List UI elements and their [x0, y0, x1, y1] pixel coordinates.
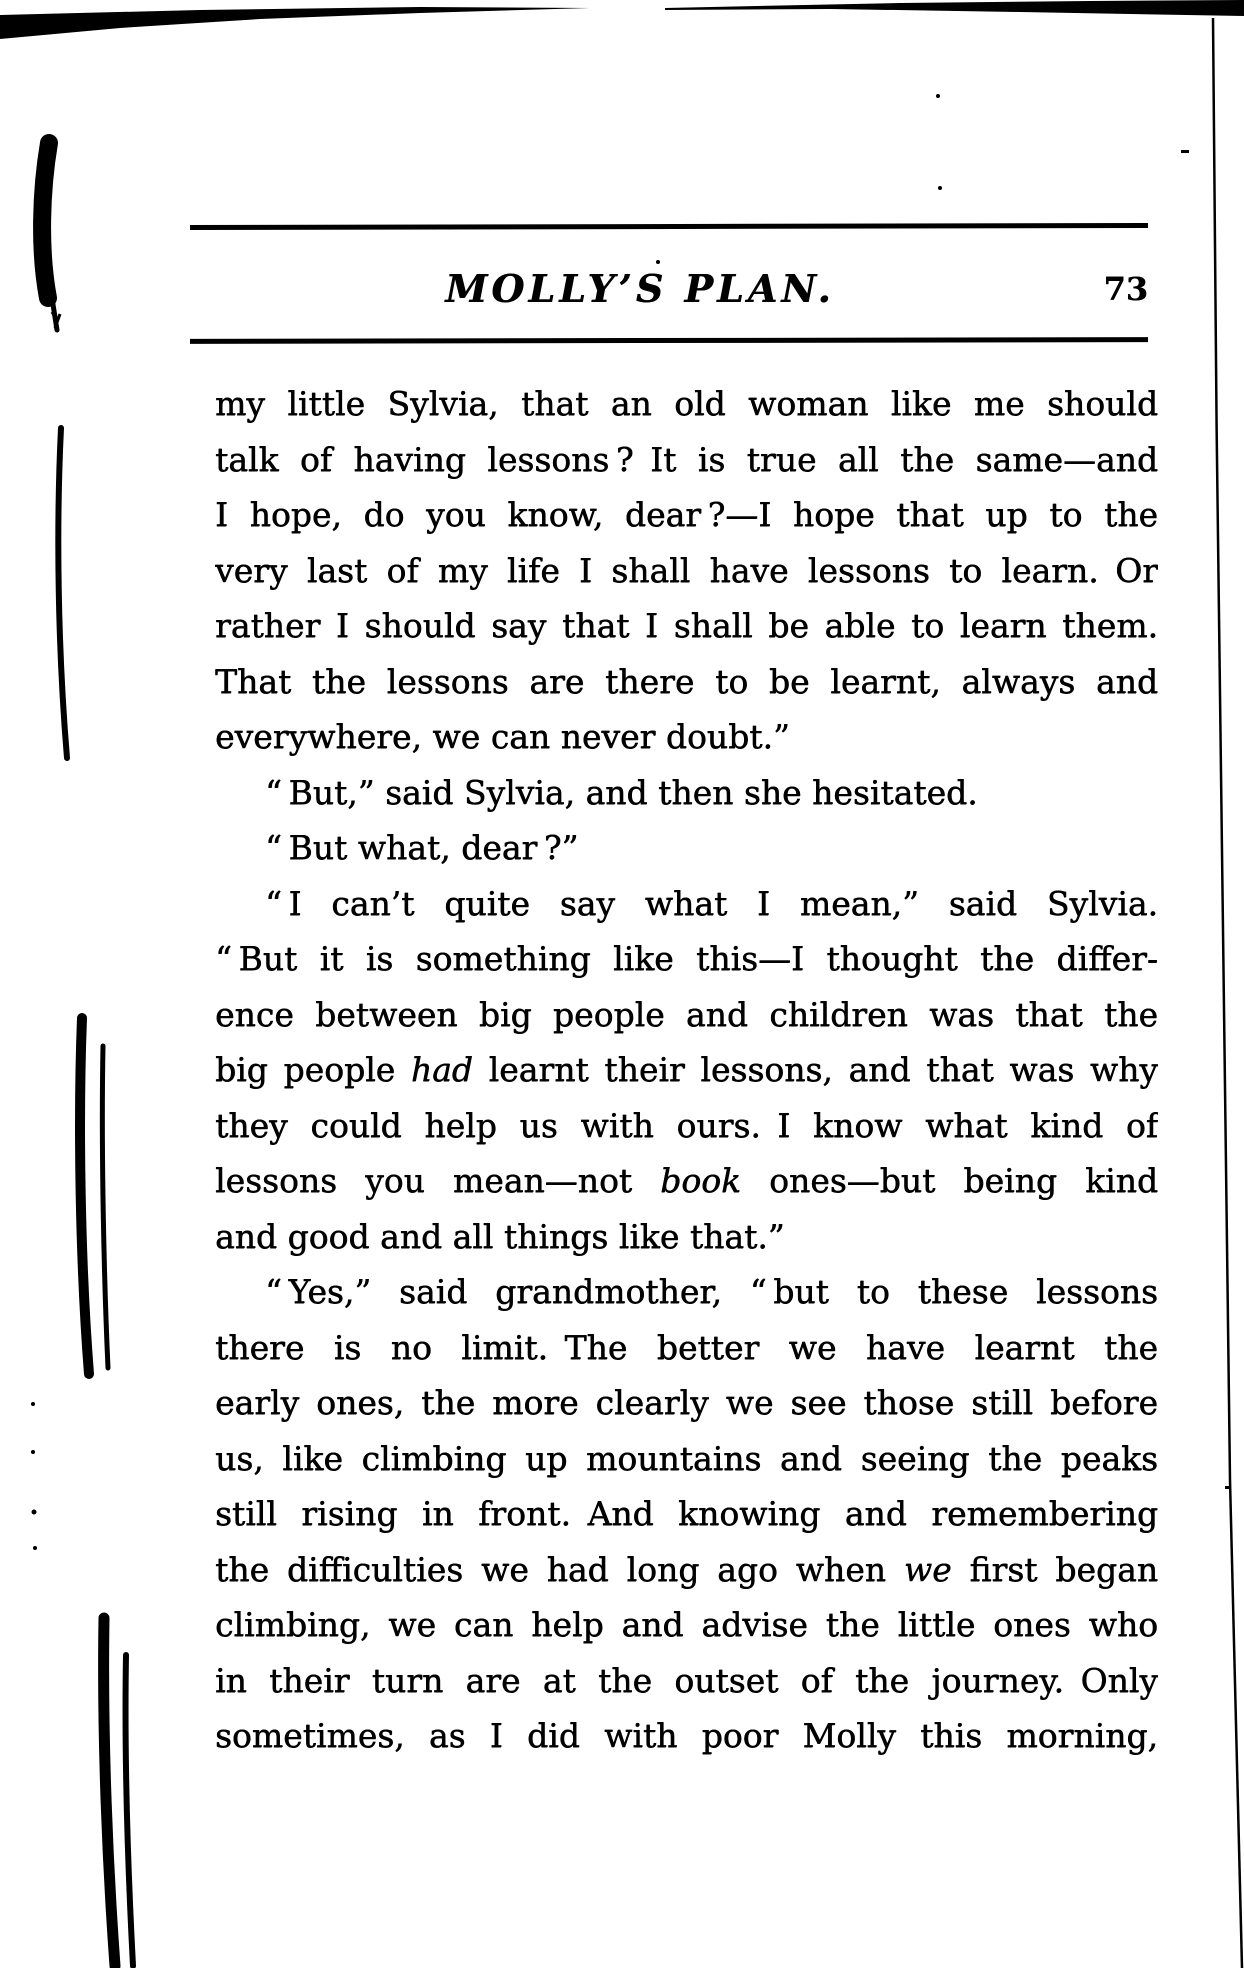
italic-word: book [660, 1161, 742, 1200]
text-segment: That the lessons are there to be learnt, always and [215, 661, 1158, 701]
scan-smudge-left-1 [42, 143, 49, 298]
text-line [215, 709, 1158, 765]
text-line [215, 1320, 1158, 1376]
text-segment: “ But it is something like this—I thought the differ- [215, 939, 1158, 978]
scan-speck [32, 1510, 37, 1515]
scan-speck [938, 186, 942, 190]
text-line [215, 820, 1158, 876]
scan-smudge-left-2 [58, 428, 67, 758]
text-segment: us, like climbing up mountains and seeing the peaks [215, 1438, 1158, 1478]
text-segment: sometimes, as I did with poor Molly this morning, [215, 1716, 1158, 1755]
text-line [215, 931, 1158, 987]
paragraph [215, 876, 1158, 1265]
header-rule-top [190, 223, 1148, 230]
text-line [215, 654, 1158, 710]
text-segment: “ But what, dear ?” [265, 828, 579, 867]
text-segment: climbing, we can help and advise the little ones who [215, 1605, 1158, 1644]
text-segment: rather I should say that I shall be able to learn them. [215, 606, 1158, 645]
scan-smudge-left-3b [102, 1046, 108, 1368]
text-line [215, 1542, 1158, 1598]
text-line [215, 765, 1158, 821]
text-segment: very last of my life I shall have lessons to learn. Or [215, 550, 1158, 590]
running-head-title: MOLLY’S PLAN. [445, 266, 835, 311]
scan-smudge-left-4b [126, 1655, 133, 1966]
text-segment: everywhere, we can never doubt.” [215, 717, 790, 756]
text-line [215, 1209, 1158, 1265]
page-number: 73 [1103, 270, 1148, 308]
text-line [215, 1042, 1158, 1098]
text-line [215, 543, 1158, 599]
text-segment: lessons you mean—not [215, 1161, 661, 1200]
scan-speck [656, 260, 660, 264]
text-segment: ones—but being kind [741, 1161, 1158, 1200]
body-text [215, 376, 1158, 1764]
scan-smudge-left-1-tail [52, 298, 57, 330]
text-line [215, 1486, 1158, 1542]
scan-smudge-left-4a [104, 1618, 115, 1966]
text-line [215, 432, 1158, 488]
text-line [215, 1708, 1158, 1764]
text-line [215, 1653, 1158, 1709]
text-line [215, 376, 1158, 432]
scan-edge-right-line [1213, 18, 1242, 1968]
scan-edge-top-right [665, 0, 1244, 16]
scan-smudge-left-3a [80, 1018, 89, 1374]
text-line [215, 1264, 1158, 1320]
text-segment: “ I can’t quite say what I mean,” said Sylvia. [265, 883, 1158, 923]
scan-smudge-left-mark [52, 312, 60, 328]
text-line [215, 876, 1158, 932]
scan-speck [936, 94, 940, 98]
text-segment: “ Yes,” said grandmother, “ but to these lessons [265, 1272, 1158, 1311]
text-segment: the difficulties we had long ago when [215, 1549, 904, 1589]
text-segment: they could help us with ours. I know what kind of [215, 1105, 1158, 1145]
scan-speck [31, 1402, 35, 1406]
scan-edge-top-left [0, 7, 590, 39]
text-segment: in their turn are at the outset of the journey. Only [215, 1660, 1158, 1700]
italic-word: had [410, 1050, 473, 1089]
scan-speck [1225, 1486, 1231, 1489]
text-segment: and good and all things like that.” [215, 1216, 785, 1256]
text-segment: ence between big people and children was that the [215, 994, 1158, 1034]
text-line [215, 1153, 1158, 1209]
text-segment: there is no limit. The better we have learnt the [215, 1327, 1158, 1367]
italic-word: we [903, 1549, 952, 1589]
scan-speck [33, 1546, 37, 1550]
text-line [215, 487, 1158, 543]
text-line [215, 1597, 1158, 1653]
text-line [215, 987, 1158, 1043]
text-line [215, 598, 1158, 654]
text-segment: first began [951, 1549, 1158, 1589]
text-segment: I hope, do you know, dear ?—I hope that up to the [215, 495, 1158, 534]
text-segment: my little Sylvia, that an old woman like me should [215, 384, 1158, 423]
text-segment: talk of having lessons ? It is true all the same—and [215, 439, 1158, 479]
text-segment: early ones, the more clearly we see those still before [215, 1383, 1158, 1422]
paragraph [215, 820, 1158, 876]
text-segment: learnt their lessons, and that was why [472, 1050, 1158, 1089]
text-segment: still rising in front. And knowing and remembering [215, 1494, 1158, 1533]
paragraph [215, 376, 1158, 765]
scan-speck [31, 1450, 35, 1454]
header-rule-bottom [190, 337, 1148, 344]
text-segment: big people [215, 1050, 411, 1089]
scan-speck [1181, 150, 1189, 153]
text-line [215, 1431, 1158, 1487]
text-segment: “ But,” said Sylvia, and then she hesitated. [265, 772, 978, 812]
paragraph [215, 765, 1158, 821]
paragraph [215, 1264, 1158, 1764]
text-line [215, 1098, 1158, 1154]
text-line [215, 1375, 1158, 1431]
